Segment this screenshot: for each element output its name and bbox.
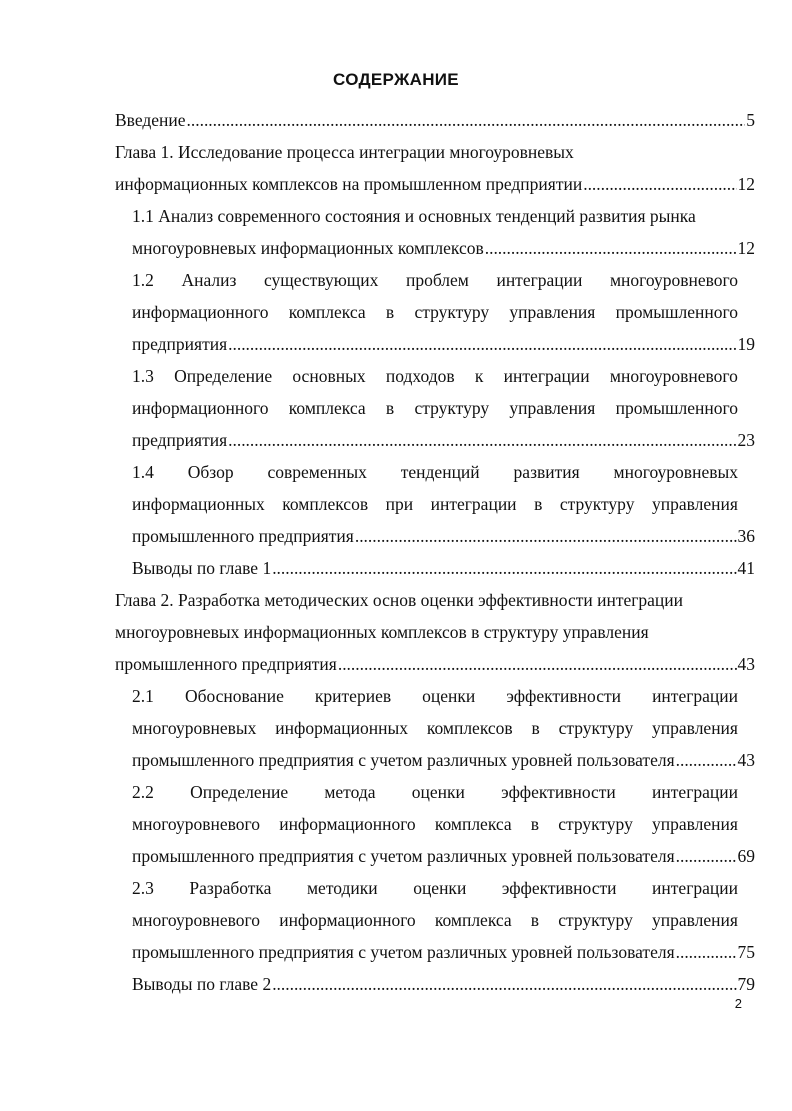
word: промышленного: [615, 398, 738, 418]
word: информационного: [279, 814, 416, 834]
word: Обоснование: [184, 686, 284, 706]
word: в: [530, 814, 540, 834]
word: 1.4: [132, 462, 154, 482]
toc-page-number: 43: [737, 750, 755, 770]
word: оценки: [422, 686, 476, 706]
page-title: СОДЕРЖАНИЕ: [333, 70, 459, 89]
toc-page-number: 36: [737, 526, 755, 546]
word: управления: [651, 910, 738, 930]
toc-entry-line: [132, 776, 738, 808]
word: подходов: [385, 366, 455, 386]
word: комплекса: [434, 814, 512, 834]
word: в: [385, 398, 395, 418]
word: многоуровневого: [132, 910, 261, 930]
word: 2.2: [132, 782, 154, 802]
word: структуру: [559, 494, 635, 514]
word: метода: [324, 782, 376, 802]
toc-page-number: 19: [737, 334, 755, 354]
toc-entry-line: Глава 1. Исследование процесса интеграции многоуровневых: [115, 142, 574, 162]
toc-entry-line: 1.1 Анализ современного состояния и основных тенденций развития рынка: [132, 206, 696, 226]
leader-dots: [583, 168, 736, 200]
toc-entry-line: промышленного предприятия с учетом различных уровней пользователя: [132, 942, 675, 962]
word: 2.1: [132, 686, 154, 706]
word: интеграции: [430, 494, 517, 514]
word: в: [534, 494, 543, 514]
toc-page-number: 12: [737, 238, 755, 258]
word: при: [385, 494, 414, 514]
word: Обзор: [187, 462, 234, 482]
word: эффективности: [501, 878, 617, 898]
toc-entry-line: многоуровневых информационных комплексов в структуру управления: [115, 622, 649, 642]
word: интеграции: [503, 366, 590, 386]
word: многоуровневого: [132, 814, 261, 834]
toc-entry-line: предприятия: [132, 430, 228, 450]
leader-dots: [676, 744, 737, 776]
word: управления: [509, 398, 596, 418]
toc-entry-line: [132, 712, 738, 744]
leader-dots: [676, 936, 737, 968]
toc-entry-line: [132, 680, 738, 712]
word: управления: [651, 814, 738, 834]
leader-dots: [228, 424, 736, 456]
word: эффективности: [501, 782, 616, 802]
toc-page-number: 79: [737, 974, 755, 994]
word: методики: [306, 878, 378, 898]
toc-page-number: 75: [737, 942, 755, 962]
word: структуру: [558, 718, 634, 738]
word: комплексов: [426, 718, 513, 738]
toc-entry-line: промышленного предприятия: [132, 526, 354, 546]
leader-dots: [228, 328, 736, 360]
toc-entry-line: [132, 904, 738, 936]
word: информационного: [132, 398, 269, 418]
toc-entry-title: Выводы по главе 1: [132, 558, 272, 578]
word: интеграции: [652, 782, 738, 802]
toc-page-number: 41: [737, 558, 755, 578]
word: существующих: [263, 270, 379, 290]
toc-entry-line: промышленного предприятия с учетом различных уровней пользователя: [132, 750, 675, 770]
leader-dots: [338, 648, 737, 680]
word: в: [531, 718, 540, 738]
word: управления: [652, 718, 738, 738]
word: 1.3: [132, 366, 154, 386]
word: развития: [513, 462, 580, 482]
word: Анализ: [181, 270, 237, 290]
word: эффективности: [506, 686, 621, 706]
toc-entry-line: [132, 456, 738, 488]
page-number: 2: [734, 996, 742, 1011]
leader-dots: [272, 552, 736, 584]
word: Определение: [190, 782, 289, 802]
toc-entry-line: многоуровневых информационных комплексов: [132, 238, 484, 258]
word: структуру: [414, 302, 490, 322]
word: информационных: [275, 718, 409, 738]
toc-page-number: 12: [737, 174, 755, 194]
toc-entry-line: [132, 808, 738, 840]
word: многоуровневых: [132, 718, 257, 738]
word: промышленного: [615, 302, 738, 322]
word: Разработка: [189, 878, 272, 898]
word: интеграции: [496, 270, 583, 290]
word: комплекса: [288, 398, 366, 418]
toc-entry-title: Введение: [115, 110, 186, 130]
word: проблем: [405, 270, 469, 290]
word: многоуровневого: [609, 270, 738, 290]
word: оценки: [413, 878, 467, 898]
word: многоуровневых: [613, 462, 738, 482]
word: комплекса: [434, 910, 512, 930]
leader-dots: [187, 104, 746, 136]
word: структуру: [558, 910, 633, 930]
word: основных: [292, 366, 366, 386]
word: комплекса: [288, 302, 366, 322]
word: многоуровневого: [609, 366, 738, 386]
leader-dots: [355, 520, 737, 552]
leader-dots: [676, 840, 737, 872]
word: 2.3: [132, 878, 154, 898]
toc-entry-line: Глава 2. Разработка методических основ оценки эффективности интеграции: [115, 590, 684, 610]
toc-entry-line: [132, 264, 738, 296]
toc-entry-line: информационных комплексов на промышленном предприятии: [115, 174, 583, 194]
word: Определение: [174, 366, 273, 386]
leader-dots: [272, 968, 736, 1000]
leader-dots: [485, 232, 737, 264]
word: интеграции: [652, 686, 738, 706]
toc-page-number: 5: [746, 110, 755, 130]
toc-entry-line: [132, 296, 738, 328]
word: информационного: [279, 910, 416, 930]
word: в: [385, 302, 395, 322]
word: информационного: [132, 302, 269, 322]
word: тенденций: [400, 462, 480, 482]
word: 1.2: [132, 270, 154, 290]
word: критериев: [314, 686, 392, 706]
word: структуру: [414, 398, 490, 418]
word: информационных: [132, 494, 265, 514]
toc-entry-line: [132, 488, 738, 520]
word: комплексов: [282, 494, 369, 514]
toc-entry-line: промышленного предприятия с учетом различных уровней пользователя: [132, 846, 675, 866]
toc-page-number: 23: [737, 430, 755, 450]
word: управления: [651, 494, 738, 514]
toc-entry-line: [132, 392, 738, 424]
toc-page-number: 69: [737, 846, 755, 866]
word: в: [530, 910, 540, 930]
word: управления: [509, 302, 596, 322]
word: оценки: [411, 782, 465, 802]
word: к: [474, 366, 484, 386]
toc-entry-line: промышленного предприятия: [115, 654, 337, 674]
toc-entry-line: [132, 360, 738, 392]
toc-entry-line: [132, 872, 738, 904]
toc-entry-line: предприятия: [132, 334, 228, 354]
word: современных: [267, 462, 367, 482]
toc-page-number: 43: [737, 654, 755, 674]
toc-entry-title: Выводы по главе 2: [132, 974, 272, 994]
word: структуру: [558, 814, 633, 834]
word: интеграции: [652, 878, 738, 898]
